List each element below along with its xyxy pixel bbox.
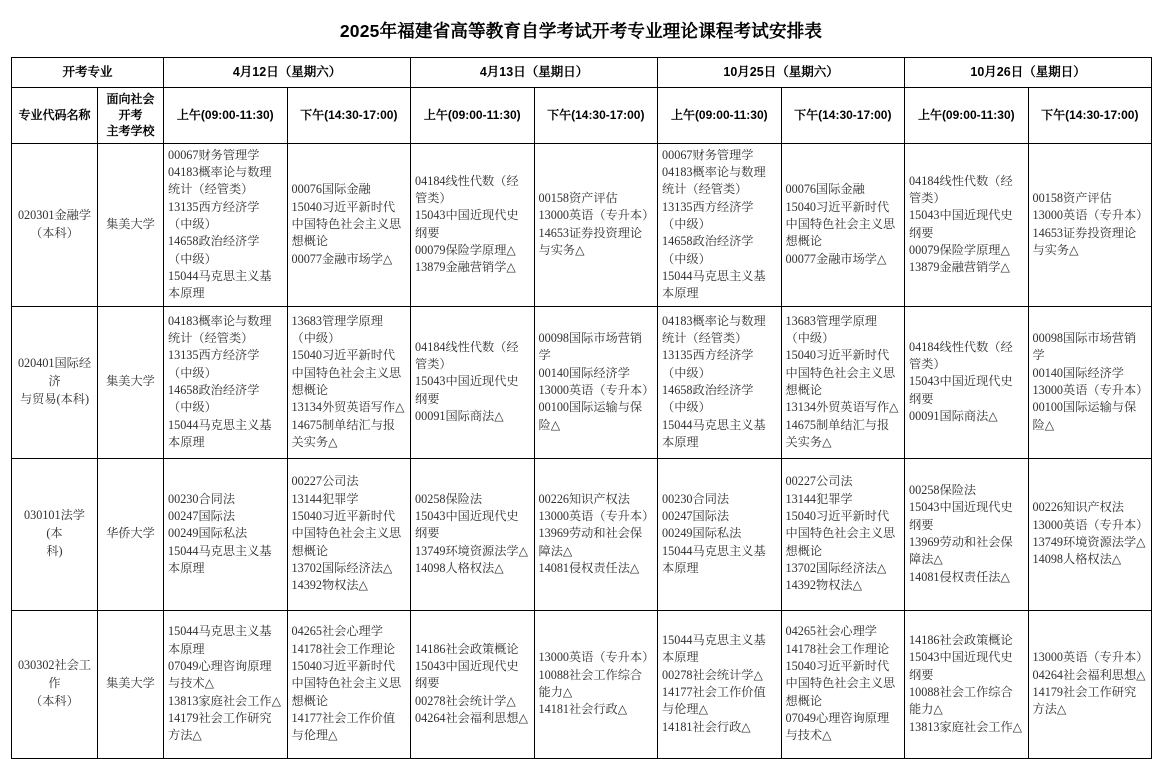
course-item: 14098人格权法△ [415,561,504,575]
course-item: 15044马克思主义基本原理 [168,543,272,575]
course-item: 15043中国近现代史纲要 [909,374,1013,406]
course-item: 15044马克思主义基本原理 [168,417,272,449]
course-item: 14098人格权法△ [1032,552,1122,567]
course-item: 04184线性代数（经管类） [909,173,1013,205]
course-item: 14658政治经济学（中级） [662,234,754,266]
course-list-cell [658,458,782,610]
course-item: 00230合同法 [168,491,236,506]
course-list-cell [658,143,782,306]
host-school-cell: 集美大学 [98,610,164,758]
course-item: 15043中国近现代史纲要 [415,374,519,406]
course-item: 13702国际经济法△ [291,561,393,575]
course-item: 00249国际私法 [662,526,742,541]
table-row [12,306,1152,458]
course-item: 00249国际私法 [168,526,248,541]
course-item: 00077金融市场学△ [291,251,393,266]
course-item: 13749环境资源法学△ [1032,535,1146,550]
course-list-cell [411,306,535,458]
course-item: 15044马克思主义基本原理 [662,268,766,301]
course-item: 14186社会政策概论 [415,641,519,656]
course-item: 14179社会工作研究方法△ [168,711,272,743]
course-item: 15043中国近现代史纲要 [415,208,519,240]
course-item: 10088社会工作综合能力△ [909,685,1013,717]
course-item: 00098国际市场营销学 [538,331,643,363]
course-item: 13879金融营销学△ [415,260,516,275]
course-item: 14675制单结汇与报关实务△ [785,417,890,449]
course-item: 13135西方经济学（中级） [662,199,754,231]
course-item: 00258保险法 [415,491,483,506]
host-school-cell: 集美大学 [98,306,164,458]
course-list-cell [287,458,411,610]
course-item: 00230合同法 [662,491,730,506]
course-item: 00158资产评估 [538,190,618,205]
course-item: 13683管理学原理（中级） [291,313,383,346]
course-item: 15040习近平新时代中国特色社会主义思想概论 [291,199,402,249]
course-item: 00076国际金融 [291,182,371,197]
course-list-cell [287,143,411,306]
course-list-cell [164,610,288,758]
course-list-cell [164,306,288,458]
course-item: 00067财务管理学 [168,147,260,162]
course-item: 13135西方经济学（中级） [168,348,260,380]
course-item: 14653证券投资理论与实务△ [1032,225,1137,257]
course-item: 04183概率论与数理统计（经管类） [168,313,272,346]
course-item: 13134外贸英语写作△ [291,400,405,415]
course-item: 00067财务管理学 [662,147,754,162]
course-item: 15040习近平新时代中国特色社会主义思想概论 [785,348,896,398]
course-item: 14081侵权责任法△ [909,569,1010,584]
header-day-2: 4月13日（星期日） [411,58,658,88]
course-item: 14179社会工作研究方法△ [1032,685,1137,717]
course-item: 15040习近平新时代中国特色社会主义思想概论 [785,509,896,558]
course-item: 14675制单结汇与报关实务△ [291,417,396,449]
course-item: 14392物权法△ [785,578,862,593]
course-list-cell [905,143,1029,306]
course-item: 13683管理学原理（中级） [785,313,877,346]
header-day-3-morning: 上午(09:00-11:30) [658,88,782,144]
course-item: 13144犯罪学 [291,491,359,506]
course-item: 14081侵权责任法△ [538,561,640,575]
course-list-cell [534,458,658,610]
course-item: 04184线性代数（经管类） [415,173,519,205]
course-item: 15043中国近现代史纲要 [415,509,519,541]
major-code-name-cell [12,306,98,458]
course-item: 00091国际商法△ [909,409,998,423]
course-item: 04264社会福利思想△ [415,711,528,725]
course-list-cell [905,306,1029,458]
course-item: 04183概率论与数理统计（经管类） [662,313,766,346]
course-item: 14658政治经济学（中级） [168,234,260,266]
course-item: 14653证券投资理论与实务△ [538,225,643,257]
course-item: 13702国际经济法△ [785,561,887,575]
course-item: 15040习近平新时代中国特色社会主义思想概论 [785,659,896,708]
course-item: 00226知识产权法 [538,491,630,506]
header-day-1: 4月12日（星期六） [164,58,411,88]
course-item: 15044马克思主义基本原理 [168,268,272,301]
major-line-2: 科) [46,543,63,558]
course-list-cell [287,610,411,758]
course-list-cell [905,458,1029,610]
header-host-school [98,88,164,144]
course-item: 13000英语（专升本） [1032,650,1149,665]
course-item: 13000英语（专升本） [1032,208,1149,223]
header-day-3: 10月25日（星期六） [658,58,905,88]
header-day-2-afternoon: 下午(14:30-17:00) [534,88,658,144]
major-line-1: 030302社会工作 [17,658,92,691]
header-day-2-morning: 上午(09:00-11:30) [411,88,535,144]
course-item: 00278社会统计学△ [662,667,763,682]
page-title: 2025年福建省高等教育自学考试开考专业理论课程考试安排表 [339,21,823,41]
course-item: 00158资产评估 [1032,190,1112,205]
course-item: 04184线性代数（经管类） [415,339,519,372]
table-row [12,458,1152,610]
header-day-1-morning: 上午(09:00-11:30) [164,88,288,144]
course-item: 15044马克思主义基本原理 [662,417,766,449]
course-item: 00247国际法 [168,509,236,524]
major-line-2: 与贸易(本科) [19,391,90,406]
course-item: 15044马克思主义基本原理 [662,543,766,575]
course-item: 00140国际经济学 [538,365,630,380]
course-list-cell [534,306,658,458]
course-list-cell [534,143,658,306]
course-item: 13000英语（专升本） [1032,517,1149,532]
course-item: 14178社会工作理论 [291,641,396,656]
course-item: 00226知识产权法 [1032,500,1124,515]
major-line-1: 030101法学(本 [24,508,85,541]
header-row-sessions [12,88,1152,144]
course-item: 13969劳动和社会保障法△ [909,535,1013,567]
course-item: 00077金融市场学△ [785,251,887,266]
course-list-cell [411,458,535,610]
header-day-3-afternoon: 下午(14:30-17:00) [781,88,905,144]
course-list-cell [411,610,535,758]
course-item: 13134外贸英语写作△ [785,400,899,415]
exam-schedule-table [11,57,1152,759]
course-item: 13144犯罪学 [785,491,853,506]
header-host-school-line1: 面向社会开考 [106,92,155,123]
course-item: 15044马克思主义基本原理 [662,633,766,665]
course-item: 14177社会工作价值与伦理△ [662,685,766,717]
course-item: 14181社会行政△ [662,719,751,734]
course-item: 04264社会福利思想△ [1032,667,1146,682]
header-major-code-name: 专业代码名称 [12,88,98,144]
course-list-cell [1028,610,1152,758]
course-item: 14186社会政策概论 [909,633,1013,648]
course-item: 15043中国近现代史纲要 [909,650,1013,682]
course-item: 14658政治经济学（中级） [168,383,260,415]
course-item: 14392物权法△ [291,578,368,593]
course-item: 15040习近平新时代中国特色社会主义思想概论 [291,509,402,558]
header-major-group: 开考专业 [12,58,164,88]
course-item: 15044马克思主义基本原理 [168,624,272,656]
header-host-school-line2: 主考学校 [106,124,155,139]
course-item: 00258保险法 [909,483,977,498]
course-item: 00140国际经济学 [1032,365,1124,380]
course-item: 15040习近平新时代中国特色社会主义思想概论 [291,348,402,398]
course-item: 13000英语（专升本） [538,383,655,398]
major-code-name-cell [12,458,98,610]
course-list-cell [781,610,905,758]
course-list-cell [534,610,658,758]
course-item: 04265社会心理学 [291,624,383,639]
course-item: 00100国际运输与保险△ [538,400,643,432]
major-line-2: （本科） [30,225,79,240]
course-list-cell [1028,143,1152,306]
course-item: 15043中国近现代史纲要 [909,500,1013,532]
course-list-cell [1028,458,1152,610]
course-item: 13749环境资源法学△ [415,543,528,558]
header-day-4-morning: 上午(09:00-11:30) [905,88,1029,144]
course-list-cell [781,458,905,610]
major-code-name-cell [12,143,98,306]
course-list-cell [658,306,782,458]
course-item: 07049心理咨询原理与技术△ [168,659,272,691]
course-item: 00247国际法 [662,509,730,524]
course-item: 04184线性代数（经管类） [909,339,1013,372]
table-row [12,610,1152,758]
course-item: 13000英语（专升本） [1032,383,1149,398]
course-item: 15043中国近现代史纲要 [415,659,519,691]
course-list-cell [1028,306,1152,458]
major-line-2: （本科） [30,693,79,708]
course-item: 00227公司法 [291,474,359,489]
course-item: 00091国际商法△ [415,409,504,423]
course-item: 07049心理咨询原理与技术△ [785,711,890,743]
header-day-4: 10月26日（星期日） [905,58,1152,88]
host-school-cell: 华侨大学 [98,458,164,610]
course-item: 13135西方经济学（中级） [662,348,754,380]
course-list-cell [905,610,1029,758]
course-item: 13969劳动和社会保障法△ [538,526,643,558]
major-line-1: 020301金融学 [17,207,92,222]
course-item: 13000英语（专升本） [538,208,655,223]
course-list-cell [781,306,905,458]
course-item: 00079保险学原理△ [415,242,516,257]
course-list-cell [164,143,288,306]
course-item: 10088社会工作综合能力△ [538,667,643,700]
course-item: 00076国际金融 [785,182,865,197]
course-item: 15040习近平新时代中国特色社会主义思想概论 [785,199,896,249]
header-day-1-afternoon: 下午(14:30-17:00) [287,88,411,144]
course-item: 04265社会心理学 [785,624,877,639]
course-item: 13879金融营销学△ [909,260,1010,275]
major-line-1: 020401国际经济 [17,356,92,389]
host-school-cell: 集美大学 [98,143,164,306]
course-item: 00079保险学原理△ [909,242,1010,257]
course-item: 15040习近平新时代中国特色社会主义思想概论 [291,659,402,708]
course-list-cell [287,306,411,458]
course-item: 13135西方经济学（中级） [168,199,260,231]
course-list-cell [658,610,782,758]
course-item: 00100国际运输与保险△ [1032,400,1137,432]
course-list-cell [411,143,535,306]
major-code-name-cell [12,610,98,758]
course-item: 13000英语（专升本） [538,509,655,524]
table-body [12,143,1152,758]
course-item: 14181社会行政△ [538,702,628,717]
course-item: 04183概率论与数理统计（经管类） [662,164,766,197]
course-item: 14177社会工作价值与伦理△ [291,711,396,743]
course-item: 14658政治经济学（中级） [662,383,754,415]
course-item: 04183概率论与数理统计（经管类） [168,164,272,197]
course-list-cell [781,143,905,306]
course-item: 00227公司法 [785,474,853,489]
course-item: 13000英语（专升本） [538,650,655,665]
header-day-4-afternoon: 下午(14:30-17:00) [1028,88,1152,144]
course-list-cell [164,458,288,610]
course-item: 13813家庭社会工作△ [168,693,281,708]
course-item: 14178社会工作理论 [785,641,890,656]
course-item: 00098国际市场营销学 [1032,331,1137,363]
header-row-days [12,58,1152,88]
course-item: 00278社会统计学△ [415,693,516,708]
table-header [12,58,1152,144]
table-row [12,143,1152,306]
course-item: 15043中国近现代史纲要 [909,208,1013,240]
course-item: 13813家庭社会工作△ [909,719,1023,734]
